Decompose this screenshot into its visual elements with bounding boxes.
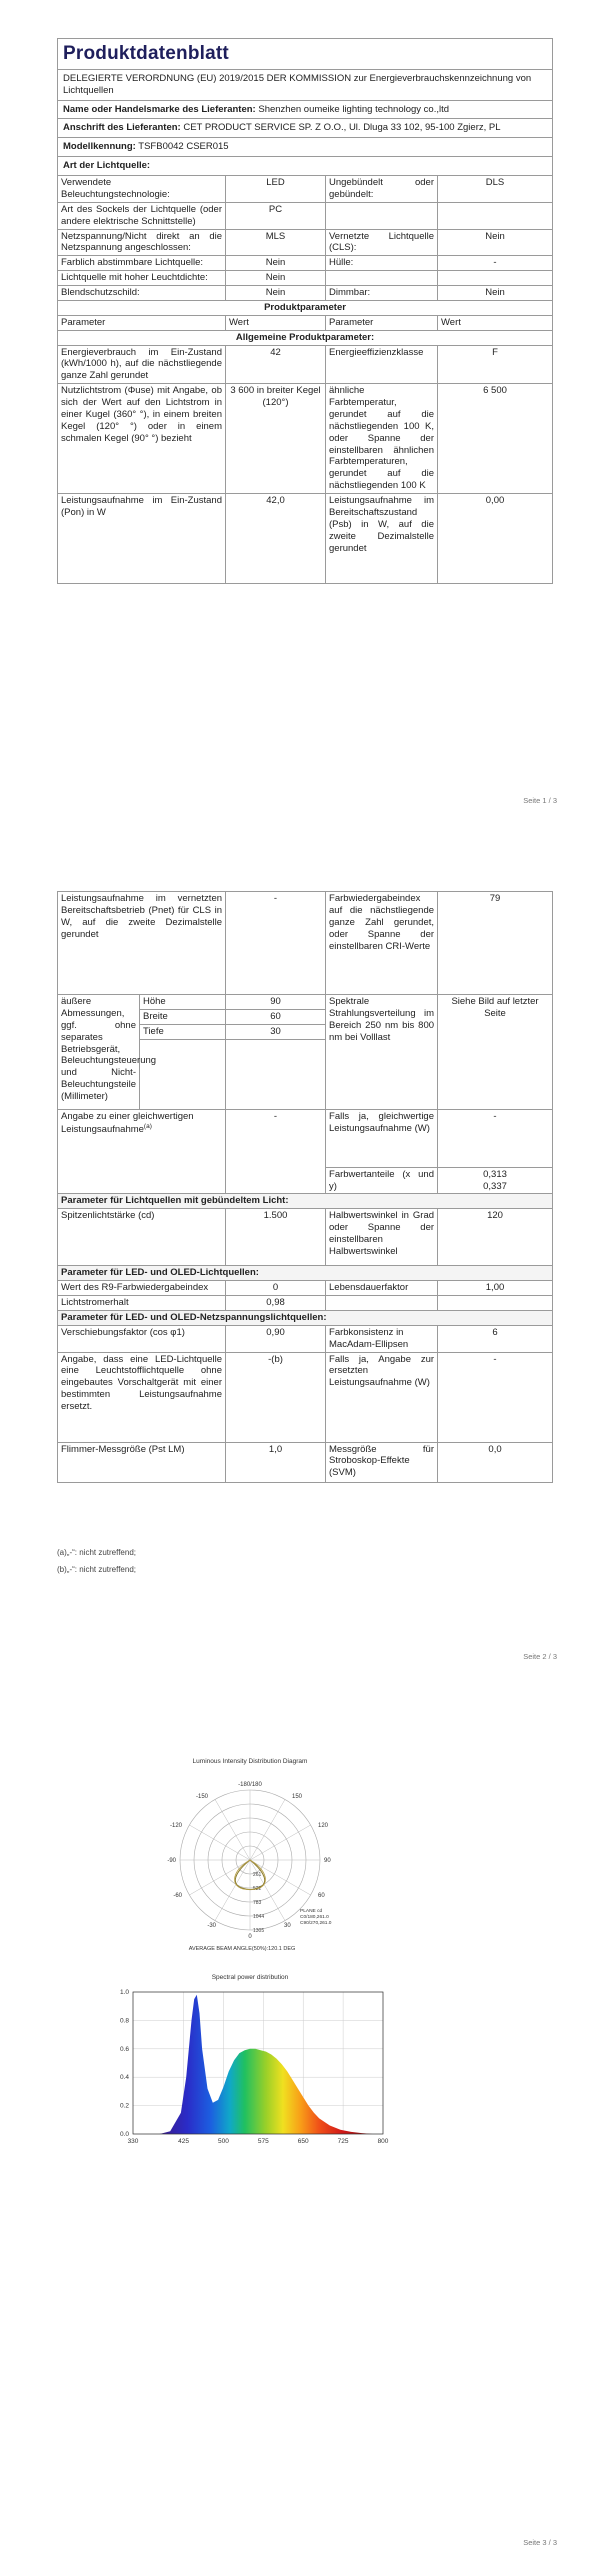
col-value-header: Wert xyxy=(226,315,326,330)
page-1 xyxy=(0,0,609,820)
param-label: Energieeffizienzklasse xyxy=(326,345,438,384)
param-value: 0,90 xyxy=(226,1325,326,1352)
param-value: 120 xyxy=(438,1209,553,1266)
table-row xyxy=(58,271,553,286)
polar-angle-label: -60 xyxy=(173,1893,182,1899)
x-tick-label: 650 xyxy=(297,2138,309,2145)
param-label xyxy=(326,271,438,286)
page-number: Seite 2 / 3 xyxy=(523,1652,557,1661)
y-tick-label: 0.0 xyxy=(119,2131,129,2138)
param-value: Nein xyxy=(226,286,326,301)
empty-cell xyxy=(438,1296,553,1311)
model-row xyxy=(58,138,553,157)
param-label xyxy=(58,1109,226,1194)
param-value: 0 xyxy=(226,1281,326,1296)
param-label: Lichtstromerhalt xyxy=(58,1296,226,1311)
param-value: Nein xyxy=(438,229,553,256)
page-2 xyxy=(0,880,609,1680)
param-value: 79 xyxy=(438,892,553,995)
polar-angle-label: 0 xyxy=(248,1934,252,1940)
equiv-label: Angabe zu einer gleichwertigen Leistungsaufnahme xyxy=(61,1110,194,1135)
table-row xyxy=(58,1109,553,1167)
param-label: Vernetzte Lichtquelle (CLS): xyxy=(326,229,438,256)
param-value: - xyxy=(438,1352,553,1442)
param-label: Farbwertanteile (x und y) xyxy=(326,1167,438,1194)
param-label: Leistungsaufnahme im Ein-Zustand (Pon) in W xyxy=(58,494,226,584)
luminous-intensity-polar-diagram xyxy=(150,1772,350,1962)
param-value: - xyxy=(226,892,326,995)
col-param-header: Parameter xyxy=(58,315,226,330)
polar-spoke xyxy=(215,1799,250,1860)
y-tick-label: 1.0 xyxy=(119,1989,129,1996)
param-value: MLS xyxy=(226,229,326,256)
table-row xyxy=(58,345,553,384)
x-tick-label: 725 xyxy=(337,2138,349,2145)
supplier-name: Shenzhen oumeike lighting technology co.,ltd xyxy=(258,103,450,115)
param-value: - xyxy=(226,1109,326,1194)
page-number: Seite 3 / 3 xyxy=(523,2538,557,2547)
spd-chart-title: Spectral power distribution xyxy=(211,1974,289,1981)
supplier-address: CET PRODUCT SERVICE SP. Z O.O., Ul. Dluga 33 102, 95-100 Zgierz, PL xyxy=(183,122,501,134)
table-row xyxy=(58,1442,553,1482)
param-label: Farbkonsistenz in MacAdam-Ellipsen xyxy=(326,1325,438,1352)
table-row xyxy=(58,176,553,203)
param-label: ähnliche Farbtemperatur, gerundet auf die nächstliegenden 100 K, oder Spanne der einstellbaren ähnlichen Farbtemperaturen, gerundet auf die nächstliegenden 100 K xyxy=(326,384,438,494)
polar-spoke xyxy=(215,1860,250,1921)
col-param-header: Parameter xyxy=(326,315,438,330)
param-value: 1,00 xyxy=(438,1281,553,1296)
chroma-x: 0,313 xyxy=(483,1168,507,1180)
table-row xyxy=(58,1281,553,1296)
table-row xyxy=(58,1352,553,1442)
document-title: Produktdatenblatt xyxy=(58,39,553,70)
param-value: 1.500 xyxy=(226,1209,326,1266)
table-row xyxy=(58,995,553,1010)
polar-angle-label: 120 xyxy=(318,1823,329,1829)
empty-cell xyxy=(140,1039,226,1109)
polar-spoke xyxy=(250,1825,311,1860)
page-number: Seite 1 / 3 xyxy=(523,796,557,805)
param-label: Angabe, dass eine LED-Lichtquelle eine Leuchtstofflichtquelle ohne eingebautes Vorschaltgerät mit einer bestimmten Leistungsaufnahme ersetzt. xyxy=(58,1352,226,1442)
dimension-value: 30 xyxy=(226,1024,326,1039)
table-row xyxy=(58,202,553,229)
spectral-value: Siehe Bild auf letzter Seite xyxy=(438,995,553,1110)
y-tick-label: 0.6 xyxy=(119,2045,129,2053)
param-value: LED xyxy=(226,176,326,203)
param-value: 0,98 xyxy=(226,1296,326,1311)
page-3 xyxy=(0,1750,609,2560)
table-row xyxy=(58,1209,553,1266)
param-value: DLS xyxy=(438,176,553,203)
product-datasheet-table-2 xyxy=(57,891,553,1483)
param-label: Netzspannung/Nicht direkt an die Netzspannung angeschlossen: xyxy=(58,229,226,256)
polar-ring-label: 1044 xyxy=(253,1914,265,1920)
polar-ring-label: 522 xyxy=(253,1886,262,1892)
polar-angle-label: 30 xyxy=(284,1923,291,1929)
param-label: Blendschutzschild: xyxy=(58,286,226,301)
polar-spoke xyxy=(250,1799,285,1860)
empty-cell xyxy=(226,1039,326,1109)
column-header-row xyxy=(58,315,553,330)
mains-header: Parameter für LED- und OLED-Netzspannungslichtquellen: xyxy=(58,1310,553,1325)
param-label: Nutzlichtstrom (Φuse) mit Angabe, ob sich der Wert auf den Lichtstrom in einer Kugel (360° °), in einem breiten Kegel (120° °) oder in einem schmalen Kegel (90° °) bezieht xyxy=(58,384,226,494)
directional-header: Parameter für Lichtquellen mit gebündeltem Licht: xyxy=(58,1194,553,1209)
model-label: Modellkennung: xyxy=(63,141,136,153)
dimension-value: 90 xyxy=(226,995,326,1010)
param-value: 6 xyxy=(438,1325,553,1352)
param-value xyxy=(438,1167,553,1194)
param-label: Farbwiedergabeindex auf die nächstliegende ganze Zahl gerundet, oder Spanne der einstellbaren CRI-Werte xyxy=(326,892,438,995)
led-header: Parameter für LED- und OLED-Lichtquellen: xyxy=(58,1266,553,1281)
table-row xyxy=(58,1325,553,1352)
table-row xyxy=(58,286,553,301)
polar-ring-label: 783 xyxy=(253,1900,262,1906)
footnote-b: (b)„-“: nicht zutreffend; xyxy=(57,1565,136,1574)
supplier-name-label: Name oder Handelsmarke des Lieferanten: xyxy=(63,103,256,115)
y-tick-label: 0.8 xyxy=(119,2017,129,2025)
param-label: Hülle: xyxy=(326,256,438,271)
light-source-type-label: Art der Lichtquelle: xyxy=(58,157,553,176)
param-value xyxy=(438,271,553,286)
spectral-label: Spektrale Strahlungsverteilung im Bereich 250 nm bis 800 nm bei Volllast xyxy=(326,995,438,1110)
table-row xyxy=(58,892,553,995)
polar-angle-label: -150 xyxy=(195,1794,208,1800)
polar-legend: C0/180,261.0 xyxy=(300,1915,329,1920)
param-value: 0,00 xyxy=(438,494,553,584)
polar-ring-label: 1305 xyxy=(253,1928,265,1934)
dimension-name: Tiefe xyxy=(140,1024,226,1039)
table-row xyxy=(58,1296,553,1311)
dimension-name: Höhe xyxy=(140,995,226,1010)
table-row xyxy=(58,384,553,494)
param-value: 3 600 in breiter Kegel (120°) xyxy=(226,384,326,494)
param-value: 0,0 xyxy=(438,1442,553,1482)
param-label: Leistungsaufnahme im vernetzten Bereitschaftsbetrieb (Pnet) für CLS in W, auf die zweite Dezimalstelle gerundet xyxy=(58,892,226,995)
polar-angle-label: -30 xyxy=(207,1923,216,1929)
x-tick-label: 575 xyxy=(257,2138,269,2145)
general-params-header: Allgemeine Produktparameter: xyxy=(58,330,553,345)
product-params-header: Produktparameter xyxy=(58,300,553,315)
x-tick-label: 500 xyxy=(217,2138,229,2145)
param-value: Nein xyxy=(438,286,553,301)
polar-legend: PLANE cd xyxy=(300,1909,323,1914)
param-label: Lichtquelle mit hoher Leuchtdichte: xyxy=(58,271,226,286)
spectral-power-distribution-chart xyxy=(108,1984,390,2154)
param-value: 42 xyxy=(226,345,326,384)
param-label: Falls ja, gleichwertige Leistungsaufnahme (W) xyxy=(326,1109,438,1167)
polar-spoke xyxy=(189,1825,250,1860)
param-value: PC xyxy=(226,202,326,229)
supplier-address-label: Anschrift des Lieferanten: xyxy=(63,122,181,134)
param-value: - xyxy=(438,1109,553,1167)
param-label: Messgröße für Stroboskop-Effekte (SVM) xyxy=(326,1442,438,1482)
param-value: F xyxy=(438,345,553,384)
param-label: Wert des R9-Farbwiedergabeindex xyxy=(58,1281,226,1296)
regulation-subtitle: DELEGIERTE VERORDNUNG (EU) 2019/2015 DER KOMMISSION zur Energieverbrauchskennzeichnung von Lichtquellen xyxy=(58,69,553,100)
param-label: Energieverbrauch im Ein-Zustand (kWh/1000 h), auf die nächstliegende ganze Zahl gerundet xyxy=(58,345,226,384)
param-label: Spitzenlichtstärke (cd) xyxy=(58,1209,226,1266)
param-value: 1,0 xyxy=(226,1442,326,1482)
table-row xyxy=(58,494,553,584)
param-label: Art des Sockels der Lichtquelle (oder andere elektrische Schnittstelle) xyxy=(58,202,226,229)
param-label: Falls ja, Angabe zur ersetzten Leistungsaufnahme (W) xyxy=(326,1352,438,1442)
polar-angle-label: 150 xyxy=(292,1794,303,1800)
param-value: - xyxy=(438,256,553,271)
param-label xyxy=(326,202,438,229)
polar-ring-label: 261 xyxy=(253,1872,262,1878)
col-value-header: Wert xyxy=(438,315,553,330)
supplier-address-row xyxy=(58,119,553,138)
param-label: Ungebündelt oder gebündelt: xyxy=(326,176,438,203)
polar-angle-label: 90 xyxy=(324,1858,331,1864)
product-datasheet-table-1 xyxy=(57,38,553,584)
param-label: Verschiebungsfaktor (cos φ1) xyxy=(58,1325,226,1352)
param-label: Flimmer-Messgröße (Pst LM) xyxy=(58,1442,226,1482)
param-label: Leistungsaufnahme im Bereitschaftszustand (Psb) in W, auf die zweite Dezimalstelle gerundet xyxy=(326,494,438,584)
model-id: TSFB0042 CSER015 xyxy=(138,141,229,153)
footnote-a: (a)„-“: nicht zutreffend; xyxy=(57,1548,136,1557)
param-value: -(b) xyxy=(226,1352,326,1442)
param-value xyxy=(438,202,553,229)
chroma-y: 0,337 xyxy=(483,1180,507,1192)
polar-angle-label: 60 xyxy=(318,1893,325,1899)
table-row xyxy=(58,256,553,271)
param-value: Nein xyxy=(226,256,326,271)
x-tick-label: 425 xyxy=(178,2138,189,2145)
param-label: Lebensdauerfaktor xyxy=(326,1281,438,1296)
table-row xyxy=(58,229,553,256)
empty-cell xyxy=(326,1296,438,1311)
spectrum-area xyxy=(160,1995,373,2134)
footnote-ref-a: (a) xyxy=(143,1122,152,1130)
dimensions-label: äußere Abmessungen, ggf. ohne separates Betriebsgerät, Beleuchtungsteuerung und Nicht-Beleuchtungsteile (Millimeter) xyxy=(58,995,140,1110)
param-label: Dimmbar: xyxy=(326,286,438,301)
polar-legend: C90/270,261.0 xyxy=(300,1921,332,1926)
param-label: Verwendete Beleuchtungstechnologie: xyxy=(58,176,226,203)
polar-spoke xyxy=(189,1860,250,1895)
dimension-name: Breite xyxy=(140,1009,226,1024)
param-value: 6 500 xyxy=(438,384,553,494)
param-value: Nein xyxy=(226,271,326,286)
param-value: 42,0 xyxy=(226,494,326,584)
y-tick-label: 0.4 xyxy=(119,2074,129,2082)
y-tick-label: 0.2 xyxy=(119,2102,129,2110)
supplier-name-row xyxy=(58,100,553,119)
dimension-value: 60 xyxy=(226,1009,326,1024)
x-tick-label: 330 xyxy=(127,2138,139,2145)
x-tick-label: 800 xyxy=(377,2138,389,2145)
polar-diagram-title: Luminous Intensity Distribution Diagram xyxy=(192,1758,308,1765)
param-label: Farblich abstimmbare Lichtquelle: xyxy=(58,256,226,271)
polar-footer: AVERAGE BEAM ANGLE(50%):120.1 DEG xyxy=(188,1946,296,1952)
param-label: Halbwertswinkel in Grad oder Spanne der einstellbaren Halbwertswinkel xyxy=(326,1209,438,1266)
polar-angle-label: -90 xyxy=(167,1858,176,1864)
polar-angle-label: -120 xyxy=(169,1823,182,1829)
polar-angle-label-top: -180/180 xyxy=(238,1782,262,1788)
